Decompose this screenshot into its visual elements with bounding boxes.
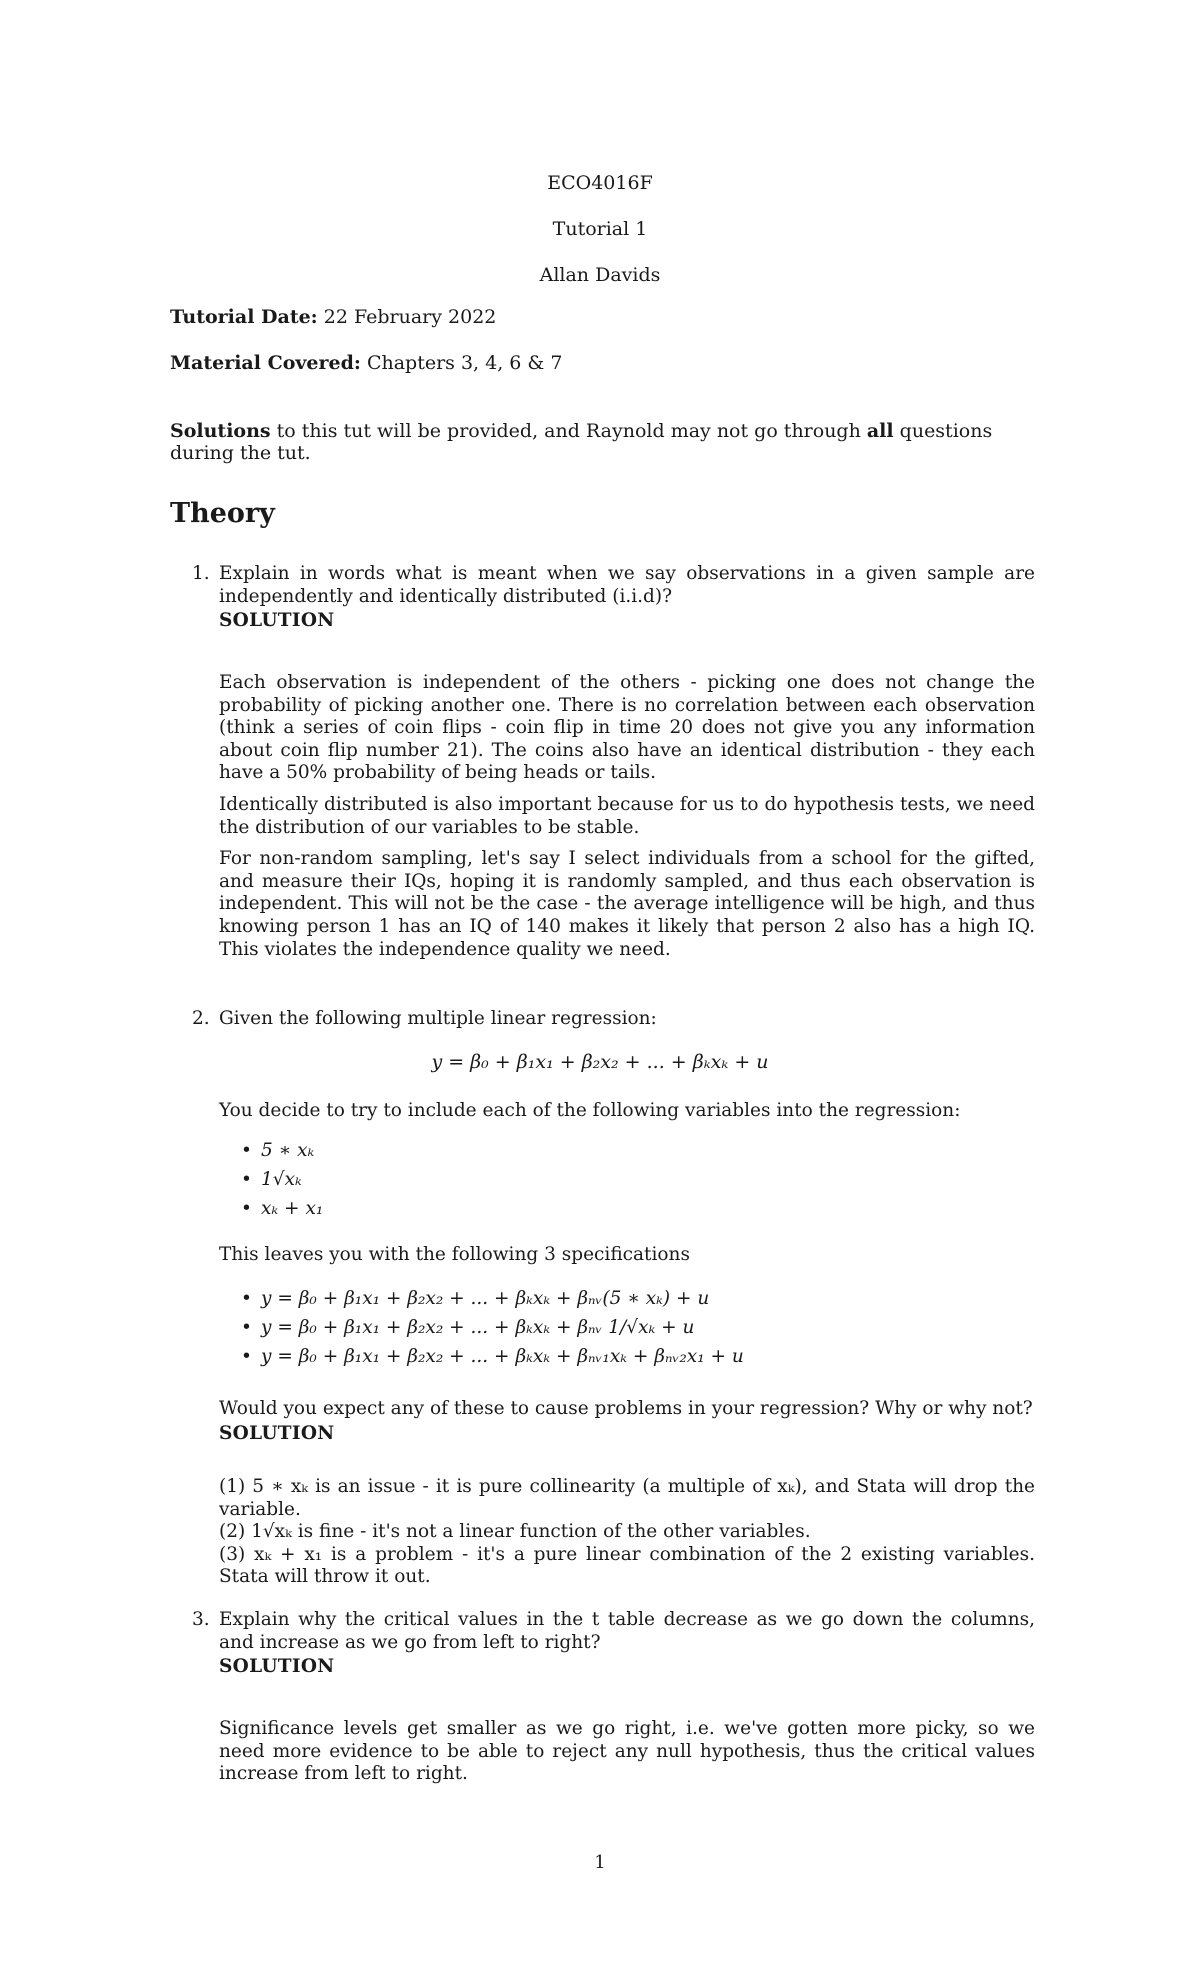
q1-number: 1.	[192, 563, 210, 584]
q1-paragraph-1: Each observation is independent of the others - picking one does not change the probability of picking another one. There is no correlation between each observation (think a series of coin flips - coin flip in time 20 does not give you any information about coin flip number 21). The coins also have an identical distribution - they each have a 50% probability of being heads or tails.	[219, 672, 1035, 784]
list-item: • xₖ + x₁	[219, 1194, 323, 1223]
q1-question: Explain in words what is meant when we say observations in a given sample are independently and identically distributed (i.i.d)?	[219, 563, 1035, 607]
q1-paragraph-2: Identically distributed is also important because for us to do hypothesis tests, we need the distribution of our variables to be stable.	[219, 793, 1035, 838]
q1-block	[219, 563, 1035, 633]
tutorial-title: Tutorial 1	[552, 218, 648, 240]
notice-bold-all: all	[866, 420, 894, 442]
q2-answer-3: (3) xₖ + x₁ is a problem - it's a pure linear combination of the 2 existing variables. Stata will throw it out.	[219, 1543, 1035, 1588]
tutorial-date-value: 22 February 2022	[317, 306, 497, 328]
list-item: • 1√xₖ	[219, 1165, 323, 1194]
list-item: • 5 ∗ xₖ	[219, 1136, 323, 1165]
q2-number: 2.	[192, 1008, 210, 1029]
tutorial-date	[170, 306, 496, 328]
solutions-notice	[170, 420, 1040, 464]
q3-number: 3.	[192, 1609, 210, 1630]
notice-text-end: questions during the tut.	[170, 420, 993, 464]
q2-solution-label: SOLUTION	[219, 1422, 335, 1444]
q3-block	[219, 1609, 1035, 1679]
q2-question: Would you expect any of these to cause problems in your regression? Why or why not?	[219, 1398, 1033, 1419]
course-code: ECO4016F	[547, 172, 653, 194]
q1-solution	[219, 672, 1035, 970]
author-name: Allan Davids	[539, 264, 661, 286]
q2-answer-2: (2) 1√xₖ is fine - it's not a linear function of the other variables.	[219, 1521, 811, 1543]
q2-answer-1: (1) 5 ∗ xₖ is an issue - it is pure collinearity (a multiple of xₖ), and Stata will drop the variable.	[219, 1476, 1035, 1520]
notice-text-middle: to this tut will be provided, and Raynold may not go through	[270, 420, 867, 442]
q2-variable-list	[219, 1136, 323, 1223]
q2-include-text: You decide to try to include each of the following variables into the regression:	[219, 1100, 961, 1121]
q2-intro: Given the following multiple linear regression:	[219, 1008, 657, 1029]
notice-bold-solutions: Solutions	[170, 420, 271, 442]
q3-solution: Significance levels get smaller as we go right, i.e. we've gotten more picky, so we need more evidence to be able to reject any null hypothesis, thus the critical values increase from left to right.	[219, 1718, 1035, 1785]
material-covered-value: Chapters 3, 4, 6 & 7	[360, 352, 563, 374]
q2-specification-list	[219, 1284, 744, 1371]
q3-solution-label: SOLUTION	[219, 1656, 335, 1678]
q2-answers	[219, 1476, 1035, 1589]
list-item: • y = β₀ + β₁x₁ + β₂x₂ + ... + βₖxₖ + βₙᵥ(5 ∗ xₖ) + u	[219, 1284, 744, 1313]
q2-spec-text: This leaves you with the following 3 specifications	[219, 1244, 690, 1265]
q3-question: Explain why the critical values in the t table decrease as we go down the columns, and increase as we go from left to right?	[219, 1609, 1035, 1653]
page-number: 1	[594, 1852, 606, 1873]
q1-solution-label: SOLUTION	[219, 610, 335, 632]
q2-regression-equation: y = β₀ + β₁x₁ + β₂x₂ + ... + βₖxₖ + u	[431, 1051, 769, 1073]
material-covered	[170, 352, 562, 374]
material-covered-label: Material Covered:	[170, 352, 361, 374]
list-item: • y = β₀ + β₁x₁ + β₂x₂ + ... + βₖxₖ + βₙᵥ 1/√xₖ + u	[219, 1313, 744, 1342]
list-item: • y = β₀ + β₁x₁ + β₂x₂ + ... + βₖxₖ + βₙᵥ₁xₖ + βₙᵥ₂x₁ + u	[219, 1342, 744, 1371]
q2-question-block	[219, 1398, 1035, 1445]
tutorial-date-label: Tutorial Date:	[170, 306, 318, 328]
section-title: Theory	[170, 498, 275, 529]
q1-paragraph-3: For non-random sampling, let's say I select individuals from a school for the gifted, and measure their IQs, hoping it is randomly sampled, and thus each observation is independent. This will not be the case - the average intelligence will be high, and thus knowing person 1 has an IQ of 140 makes it likely that person 2 also has a high IQ. This violates the independence quality we need.	[219, 848, 1035, 960]
